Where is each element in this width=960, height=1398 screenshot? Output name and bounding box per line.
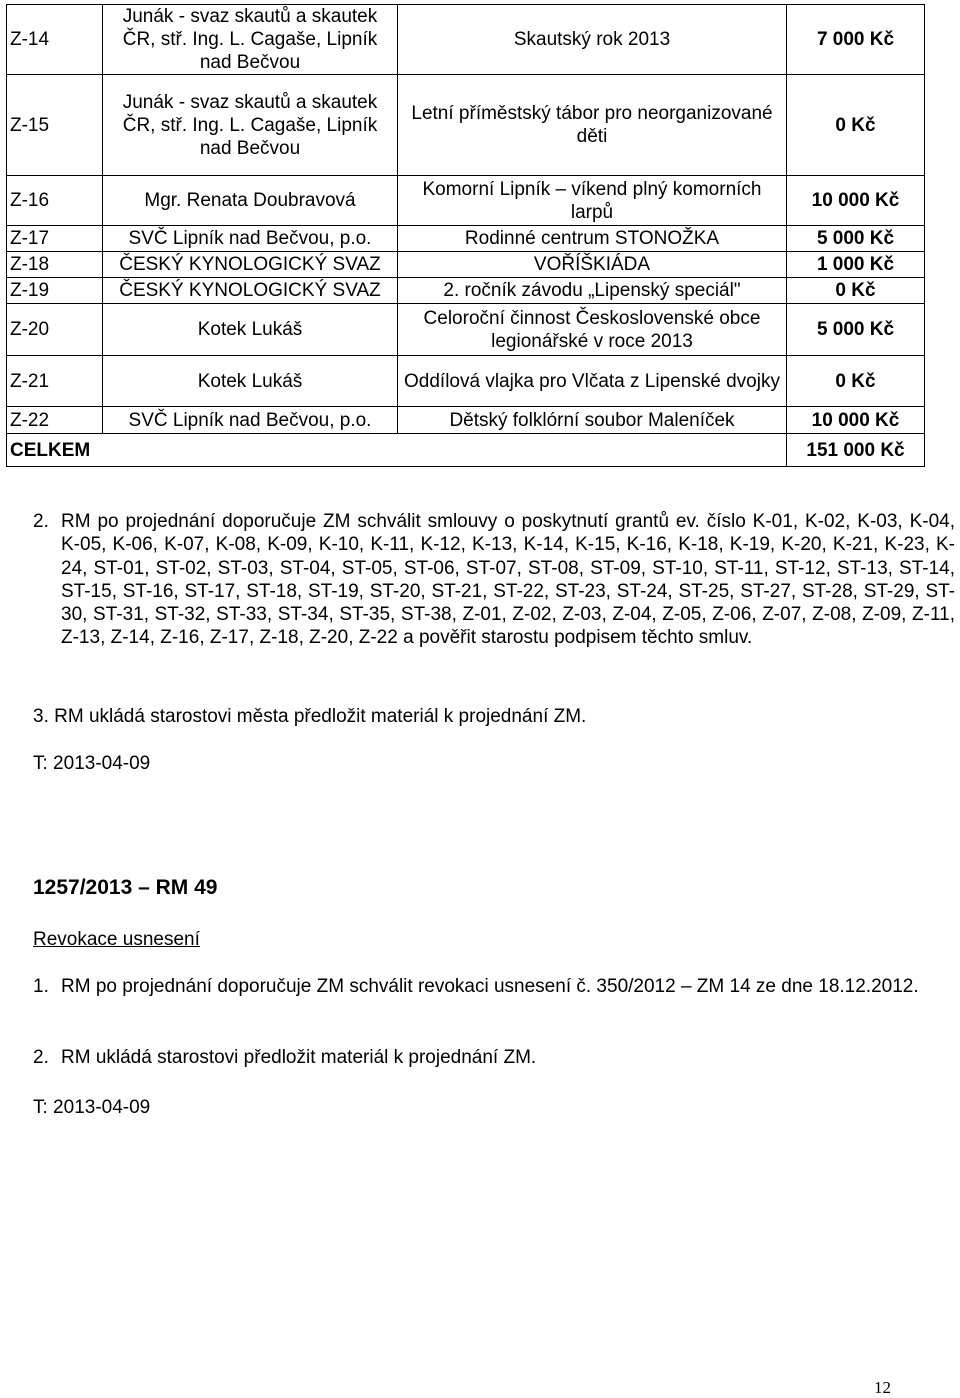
grant-amount: 0 Kč [787,278,925,304]
item-number: 2. [33,1047,49,1068]
resolution-heading: 1257/2013 – RM 49 [33,876,218,899]
grant-purpose: Dětský folklórní soubor Maleníček [398,407,787,434]
item-text: RM po projednání doporučuje ZM schválit smlouvy o poskytnutí grantů ev. číslo K-01, K-02, K-03, K-04, K-05, K-06, K-07, K-08, K-09, K-10, K-11, K-12, K-13, K-14, K-15, K-16, K-18, K-19, K-20, K-21, K-23, K-24, ST-01, ST-02, ST-03, ST-04, ST-05, ST-06, ST-07, ST-08, ST-09, ST-10, ST-11, ST-12, ST-13, ST-14, ST-15, ST-16, ST-17, ST-18, ST-19, ST-20, ST-21, ST-22, ST-23, ST-24, ST-25, ST-27, ST-28, ST-29, ST-30, ST-31, ST-32, ST-33, ST-34, ST-35, ST-38, Z-01, Z-02, Z-03, Z-04, Z-05, Z-06, Z-07, Z-08, Z-09, Z-11, Z-13, Z-14, Z-16, Z-17, Z-18, Z-20, Z-22 a pověřit starostu podpisem těchto smluv. [61,511,955,649]
grant-id: Z-19 [7,278,103,304]
grant-id: Z-16 [7,176,103,226]
total-label: CELKEM [7,434,398,467]
item-number: 1. [33,976,49,997]
grant-id: Z-20 [7,304,103,356]
resolution-item-3: 3. RM ukládá starostovi města předložit materiál k projednání ZM. [33,706,587,727]
deadline: T: 2013-04-09 [33,753,151,774]
table-row [7,176,925,226]
grant-purpose: Letní příměstský tábor pro neorganizované děti [398,75,787,176]
table-row [7,5,925,75]
grant-id: Z-15 [7,75,103,176]
item-number: 2. [33,511,49,532]
grant-amount: 0 Kč [787,356,925,407]
deadline: T: 2013-04-09 [33,1097,151,1118]
grant-recipient: SVČ Lipník nad Bečvou, p.o. [103,407,398,434]
table-row [7,356,925,407]
table-row [7,75,925,176]
grant-recipient: SVČ Lipník nad Bečvou, p.o. [103,226,398,252]
grant-recipient: Kotek Lukáš [103,356,398,407]
grant-purpose: Komorní Lipník – víkend plný komorních larpů [398,176,787,226]
grant-id: Z-18 [7,252,103,278]
table-total-row [7,434,925,467]
grant-amount: 10 000 Kč [787,407,925,434]
grant-amount: 7 000 Kč [787,5,925,75]
grant-purpose: Oddílová vlajka pro Vlčata z Lipenské dvojky [398,356,787,407]
total-spacer [398,434,787,467]
grant-amount: 5 000 Kč [787,304,925,356]
table-row [7,278,925,304]
grant-purpose: 2. ročník závodu „Lipenský speciál" [398,278,787,304]
grant-purpose: Rodinné centrum STONOŽKA [398,226,787,252]
grant-purpose: Celoroční činnost Československé obce legionářské v roce 2013 [398,304,787,356]
item-text: RM ukládá starostovi předložit materiál k projednání ZM. [61,1047,537,1068]
grant-amount: 0 Kč [787,75,925,176]
grants-table [6,4,925,467]
grant-recipient: ČESKÝ KYNOLOGICKÝ SVAZ [103,278,398,304]
grant-amount: 1 000 Kč [787,252,925,278]
grant-id: Z-22 [7,407,103,434]
table-row [7,304,925,356]
resolution-subheading: Revokace usnesení [33,929,200,950]
table-row [7,252,925,278]
grant-recipient: ČESKÝ KYNOLOGICKÝ SVAZ [103,252,398,278]
grant-id: Z-21 [7,356,103,407]
total-amount: 151 000 Kč [787,434,925,467]
grant-id: Z-17 [7,226,103,252]
table-row [7,226,925,252]
grant-id: Z-14 [7,5,103,75]
page-number: 12 [874,1378,891,1397]
grant-recipient: Junák - svaz skautů a skautek ČR, stř. Ing. L. Cagaše, Lipník nad Bečvou [103,75,398,176]
grant-recipient: Kotek Lukáš [103,304,398,356]
grant-amount: 5 000 Kč [787,226,925,252]
grant-purpose: VOŘÍŠKIÁDA [398,252,787,278]
grant-recipient: Junák - svaz skautů a skautek ČR, stř. Ing. L. Cagaše, Lipník nad Bečvou [103,5,398,75]
grant-recipient: Mgr. Renata Doubravová [103,176,398,226]
resolution-item-2 [33,510,955,673]
revocation-item-2 [33,1046,955,1070]
item-text: RM po projednání doporučuje ZM schválit revokaci usnesení č. 350/2012 – ZM 14 ze dne 18.12.2012. [61,976,919,997]
grant-amount: 10 000 Kč [787,176,925,226]
grant-purpose: Skautský rok 2013 [398,5,787,75]
table-row [7,407,925,434]
revocation-item-1 [33,975,955,1023]
